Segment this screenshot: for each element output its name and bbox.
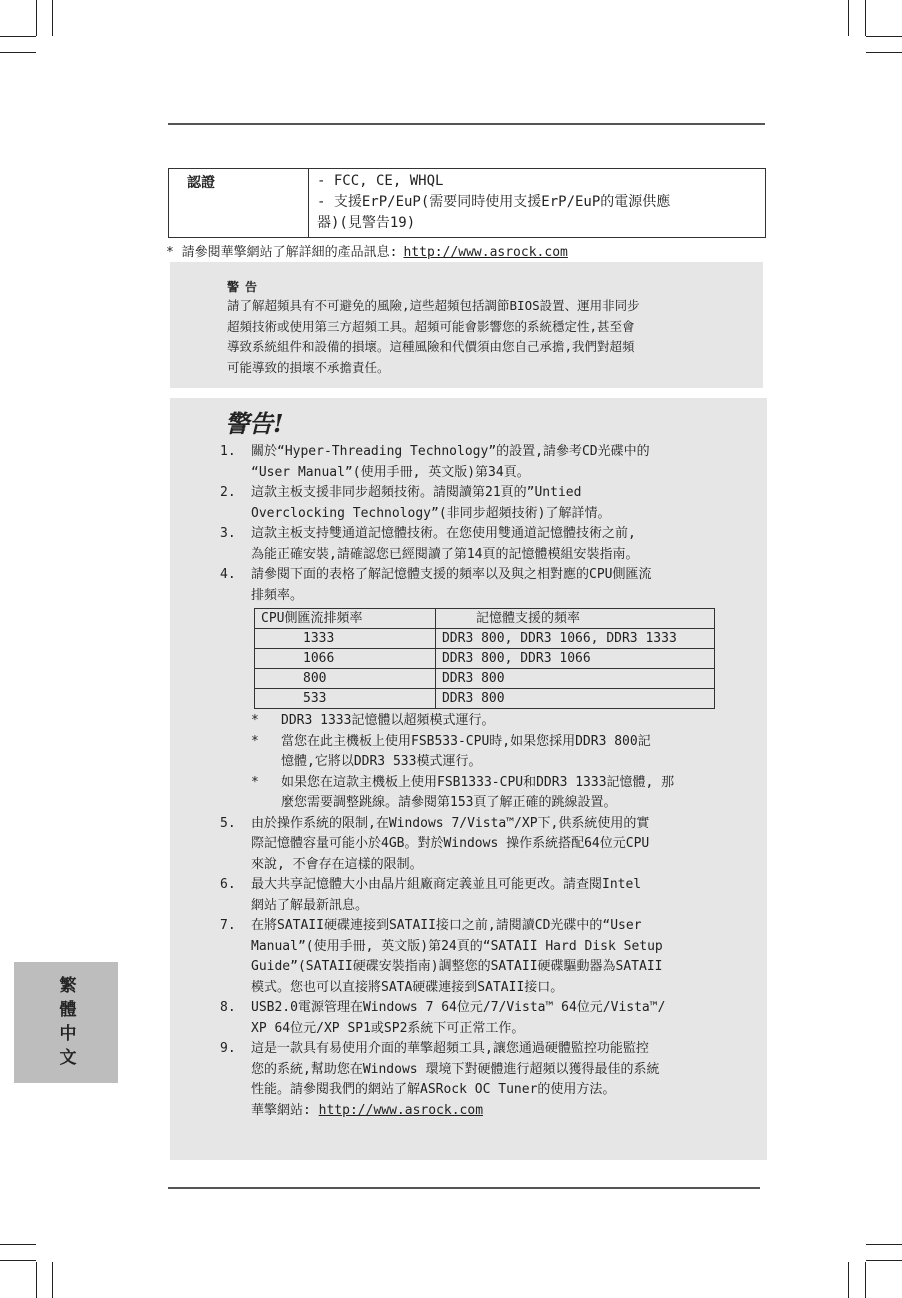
item-line: 請參閱下面的表格了解記憶體支援的頻率以及與之相對應的CPU側匯流 <box>251 567 652 582</box>
item-number: 5. <box>220 815 236 831</box>
note-line: DDR3 1333記憶體以超頻模式運行。 <box>281 713 495 728</box>
tab-char: 中 <box>59 1024 77 1044</box>
crop-mark <box>0 52 36 53</box>
table-header: CPU側匯流排頻率 <box>255 609 436 629</box>
spec-line: - 支援ErP/EuP(需要同時使用支援ErP/EuP的電源供應 <box>317 194 671 210</box>
item-line: 為能正確安裝,請確認您已經閱讀了第14頁的記憶體模組安裝指南。 <box>251 546 639 562</box>
caution-line: 超頻技術或使用第三方超頻工具。超頻可能會影響您的系統穩定性,甚至會 <box>227 318 635 334</box>
table-row <box>255 689 715 709</box>
crop-mark <box>0 36 36 37</box>
language-tab-label <box>56 974 80 1070</box>
item-line: 來說, 不會存在這樣的限制。 <box>251 856 423 872</box>
table-row <box>255 669 715 689</box>
list-item <box>220 875 715 916</box>
item-line: 關於“Hyper-Threading Technology”的設置,請參考CD光碟中的 <box>251 444 650 459</box>
item-number: 6. <box>220 877 236 892</box>
item-number: 2. <box>220 485 236 500</box>
note-line: 憶體,它將以DDR3 533模式運行。 <box>281 754 482 769</box>
item-line: 網站了解最新訊息。 <box>251 897 369 913</box>
item-line: 排頻率。 <box>251 587 304 603</box>
table-cell: 1066 <box>255 649 436 669</box>
crop-mark <box>36 1262 37 1298</box>
note-line: 麼您需要調整跳線。請參閱第153頁了解正確的跳線設置。 <box>281 795 617 810</box>
website-note-text: * 請參閱華擎網站了解詳細的產品訊息: <box>166 245 398 260</box>
list-item <box>220 483 715 524</box>
list-item <box>220 916 715 998</box>
list-item <box>220 1039 715 1121</box>
caution-line: 可能導致的損壞不承擔責任。 <box>227 359 390 375</box>
table-cell: 533 <box>255 689 436 709</box>
item-number: 4. <box>220 567 236 582</box>
item-line: 最大共享記憶體大小由晶片組廠商定義並且可能更改。請查閱Intel <box>251 877 642 892</box>
crop-mark <box>866 1260 902 1261</box>
tab-char: 體 <box>59 1000 77 1020</box>
crop-mark <box>0 1244 36 1245</box>
crop-mark <box>866 36 902 37</box>
crop-mark <box>865 0 866 36</box>
item-line: 在將SATAII硬碟連接到SATAII接口之前,請閱讀CD光碟中的“User <box>251 918 642 933</box>
crop-mark <box>866 1244 902 1245</box>
table-header-row <box>255 609 715 629</box>
warnings-title: 警告! <box>225 409 284 438</box>
item-number: 3. <box>220 526 236 541</box>
tab-char: 繁 <box>59 976 77 996</box>
table-row <box>255 629 715 649</box>
list-item <box>220 442 715 483</box>
caution-box <box>170 262 763 388</box>
item-number: 7. <box>220 918 236 933</box>
table-cell: DDR3 800 <box>435 669 714 689</box>
header-rule <box>168 123 765 125</box>
item-url-line <box>251 1101 715 1122</box>
crop-mark <box>848 1262 849 1298</box>
note-line: 如果您在這款主機板上使用FSB1333-CPU和DDR3 1333記憶體, 那 <box>281 774 675 790</box>
item-line: Manual”(使用手冊, 英文版)第24頁的“SATAII Hard Disk Setup <box>251 938 663 954</box>
table-cell: 1333 <box>255 629 436 649</box>
frequency-table <box>254 608 715 709</box>
table-cell: DDR3 800, DDR3 1066, DDR3 1333 <box>435 629 714 649</box>
table-cell: DDR3 800, DDR3 1066 <box>435 649 714 669</box>
table-note <box>251 711 715 732</box>
item-number: 1. <box>220 444 236 459</box>
table-cell: DDR3 800 <box>435 689 714 709</box>
list-item <box>220 814 715 876</box>
website-note <box>166 241 568 260</box>
item-line: “User Manual”(使用手冊, 英文版)第34頁。 <box>251 464 530 480</box>
item-line: 這款主板支持雙通道記憶體技術。在您使用雙通道記憶體技術之前, <box>251 526 636 541</box>
spec-line: - FCC, CE, WHQL <box>317 173 444 189</box>
item-line: 際記憶體容量可能小於4GB。對於Windows 操作系統搭配64位元CPU <box>251 836 650 851</box>
item-number: 8. <box>220 1000 236 1015</box>
caution-body <box>227 296 722 378</box>
note-bullet: * <box>251 713 259 728</box>
list-item <box>220 998 715 1039</box>
item-line: 這是一款具有易使用介面的華擎超頻工具,讓您通過硬體監控功能監控 <box>251 1041 649 1056</box>
spec-table <box>168 168 766 238</box>
table-note <box>251 773 715 814</box>
note-bullet: * <box>251 774 259 790</box>
website-link[interactable]: http://www.asrock.com <box>403 245 568 260</box>
crop-mark <box>52 1262 53 1298</box>
item-line: XP 64位元/XP SP1或SP2系統下可正常工作。 <box>251 1020 525 1036</box>
tab-char: 文 <box>59 1048 77 1068</box>
table-note <box>251 732 715 773</box>
caution-line: 導致系統組件和設備的損壞。這種風險和代價須由您自己承擔,我們對超頻 <box>227 339 635 354</box>
crop-mark <box>848 0 849 36</box>
asrock-link[interactable]: http://www.asrock.com <box>318 1102 484 1118</box>
item-line: Overclocking Technology”(非同步超頻技術)了解詳情。 <box>251 505 611 521</box>
item-line: 性能。請參閱我們的網站了解ASRock OC Tuner的使用方法。 <box>251 1082 616 1097</box>
table-header: 記憶體支援的頻率 <box>435 609 714 629</box>
item-line: 這款主板支援非同步超頻技術。請閱讀第21頁的”Untied <box>251 485 582 500</box>
item-line: 模式。您也可以直接將SATA硬碟連接到SATAII接口。 <box>251 979 564 995</box>
spec-label: 認證 <box>169 169 309 237</box>
table-row <box>255 649 715 669</box>
language-tab <box>14 962 118 1083</box>
crop-mark <box>52 0 53 36</box>
table-cell: 800 <box>255 669 436 689</box>
list-item <box>220 565 715 814</box>
footer-rule <box>168 1187 760 1189</box>
crop-mark <box>865 1262 866 1298</box>
spec-values <box>317 171 757 234</box>
item-number: 9. <box>220 1041 236 1056</box>
crop-mark <box>36 0 37 36</box>
warnings-box <box>170 398 767 1160</box>
crop-mark <box>866 52 902 53</box>
item-line: 由於操作系統的限制,在Windows 7/Vista™/XP下,供系統使用的實 <box>251 815 650 831</box>
note-line: 當您在此主機板上使用FSB533-CPU時,如果您採用DDR3 800記 <box>281 733 651 749</box>
list-item <box>220 524 715 565</box>
caution-line: 請了解超頻具有不可避免的風險,這些超頻包括調節BIOS設置、運用非同步 <box>227 298 640 313</box>
crop-mark <box>0 1260 36 1261</box>
spec-line: 器)(見警告19) <box>317 215 416 231</box>
note-bullet: * <box>251 733 259 749</box>
item-line: 您的系統,幫助您在Windows 環境下對硬體進行超頻以獲得最佳的系統 <box>251 1061 660 1077</box>
item-line: Guide”(SATAII硬碟安裝指南)調整您的SATAII硬碟驅動器為SATAII <box>251 959 663 974</box>
url-label: 華擎網站: <box>251 1102 311 1118</box>
caution-title: 警告 <box>227 280 264 294</box>
warnings-list <box>220 442 715 1121</box>
item-line: USB2.0電源管理在Windows 7 64位元/7/Vista™ 64位元/Vista™/ <box>251 1000 666 1015</box>
